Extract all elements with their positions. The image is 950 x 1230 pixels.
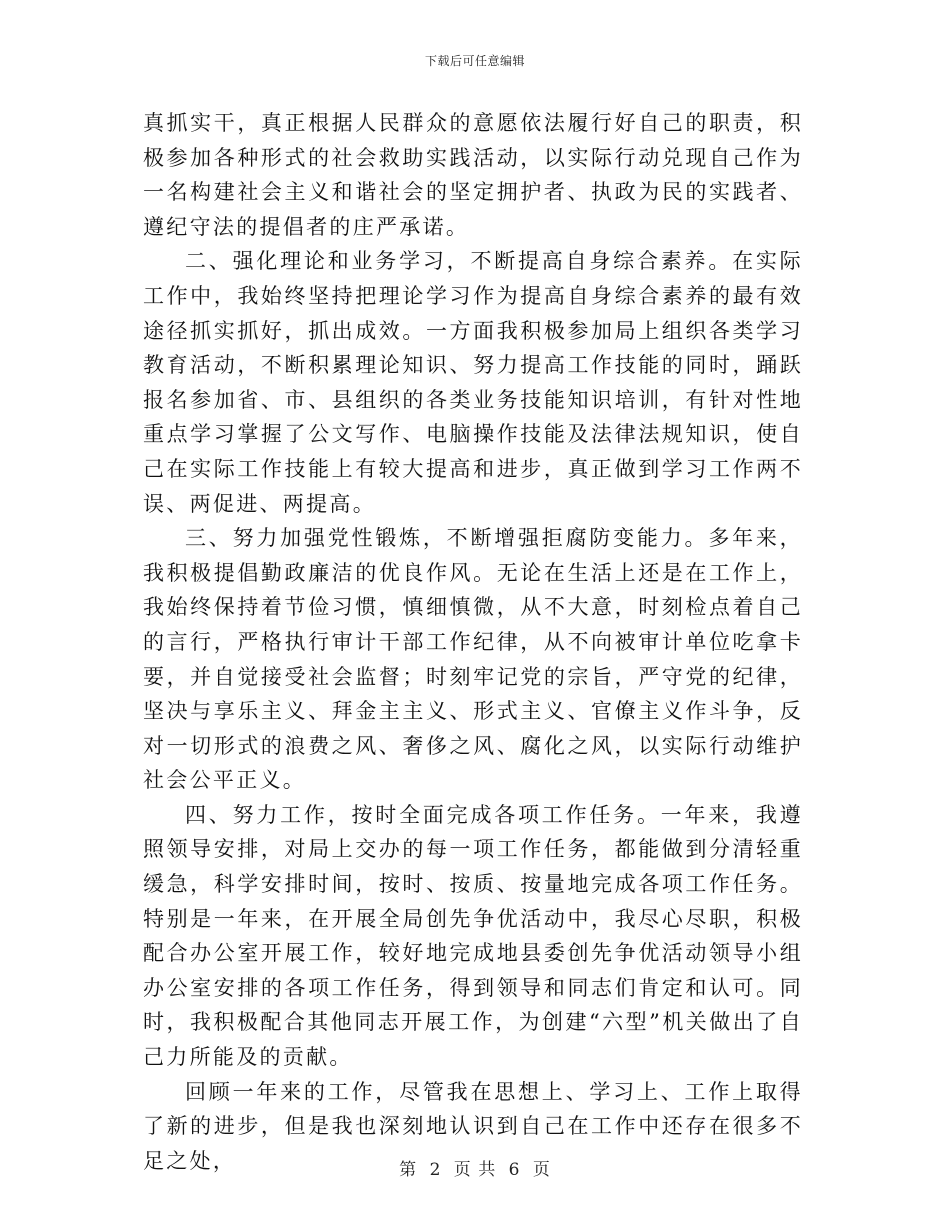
document-body: [143, 106, 803, 1178]
page-footer: [0, 1155, 950, 1180]
total-pages: 6: [508, 1160, 521, 1180]
paragraph-section-four: 四、努力工作，按时全面完成各项工作任务。一年来，我遵照领导安排，对局上交办的每一项工作任务，都能做到分清轻重缓急，科学安排时间，按时、按质、按量地完成各项工作任务。特别是一年来，在开展全局创先争优活动中，我尽心尽职，积极配合办公室开展工作，较好地完成地县委创先争优活动领导小组办公室安排的各项工作任务，得到领导和同志们肯定和认可。同时，我积极配合其他同志开展工作，为创建“六型”机关做出了自己力所能及的贡献。: [143, 802, 803, 1070]
page-prefix: 第: [399, 1160, 418, 1180]
page-suffix: 页: [532, 1160, 551, 1180]
paragraph-review: 回顾一年来的工作，尽管我在思想上、学习上、工作上取得了新的进步，但是我也深刻地认识到自己在工作中还存在很多不足之处，: [143, 1079, 803, 1173]
page-mid: 页 共: [453, 1160, 497, 1180]
paragraph-continuation: 真抓实干，真正根据人民群众的意愿依法履行好自己的职责，积极参加各种形式的社会救助实践活动，以实际行动兑现自己作为一名构建社会主义和谐社会的坚定拥护者、执政为民的实践者、遵纪守法的提倡者的庄严承诺。: [143, 111, 803, 239]
paragraph-section-two: 二、强化理论和业务学习，不断提高自身综合素养。在实际工作中，我始终坚持把理论学习作为提高自身综合素养的最有效途径抓实抓好，抓出成效。一方面我积极参加局上组织各类学习教育活动，不断积累理论知识、努力提高工作技能的同时，踊跃报名参加省、市、县组织的各类业务技能知识培训，有针对性地重点学习掌握了公文写作、电脑操作技能及法律法规知识，使自己在实际工作技能上有较大提高和进步，真正做到学习工作两不误、两促进、两提高。: [143, 249, 803, 516]
page-number: 2: [429, 1160, 442, 1180]
header-note: 下载后可任意编辑: [424, 54, 525, 68]
paragraph-section-three: 三、努力加强党性锻炼，不断增强拒腐防变能力。多年来，我积极提倡勤政廉洁的优良作风。无论在生活上还是在工作上，我始终保持着节俭习惯，慎细慎微，从不大意，时刻检点着自己的言行，严格执行审计干部工作纪律，从不向被审计单位吃拿卡要，并自觉接受社会监督；时刻牢记党的宗旨，严守党的纪律，坚决与享乐主义、拜金主主义、形式主义、官僚主义作斗争，反对一切形式的浪费之风、奢侈之风、腐化之风，以实际行动维护社会公平正义。: [143, 526, 803, 793]
page-header: [0, 52, 950, 69]
